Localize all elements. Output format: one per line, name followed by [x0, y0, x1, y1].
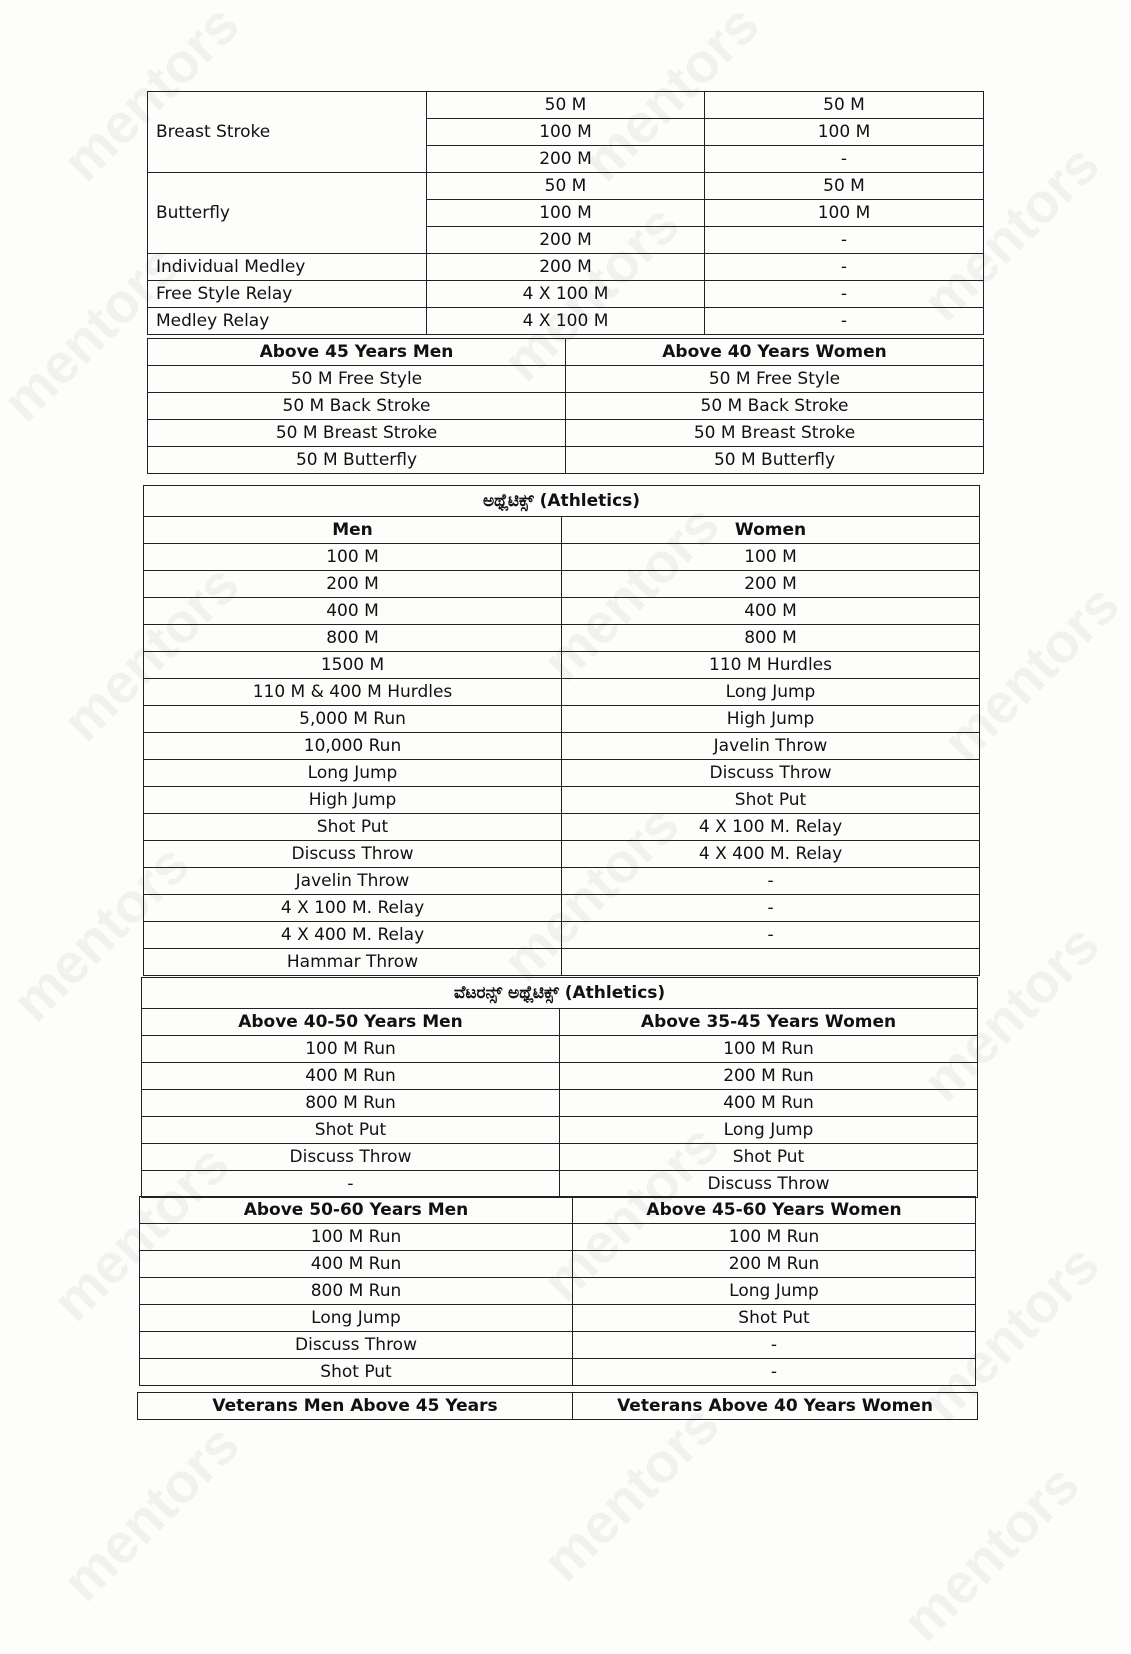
women-event: 50 M Breast Stroke	[566, 420, 984, 447]
table-row	[144, 571, 980, 598]
men-event: 4 X 400 M. Relay	[144, 922, 562, 949]
women-distance: 50 M	[705, 92, 984, 119]
veterans-women-header: Veterans Above 40 Years Women	[573, 1393, 978, 1420]
women-event: Shot Put	[562, 787, 980, 814]
women-event: -	[562, 895, 980, 922]
women-event: 200 M Run	[573, 1251, 976, 1278]
men-event: 4 X 100 M. Relay	[144, 895, 562, 922]
women-event: 400 M Run	[560, 1090, 978, 1117]
table-header-row	[144, 517, 980, 544]
table-row	[144, 625, 980, 652]
men-event: Long Jump	[140, 1305, 573, 1332]
men-distance: 100 M	[427, 200, 705, 227]
table-row	[144, 841, 980, 868]
swimming-events-table	[147, 91, 984, 335]
table-header-row	[140, 1197, 976, 1224]
table-title-row	[144, 486, 980, 517]
women-event: 400 M	[562, 598, 980, 625]
women-event: 50 M Butterfly	[566, 447, 984, 474]
table-row	[144, 679, 980, 706]
table-title-row	[142, 978, 978, 1009]
women-event: -	[562, 922, 980, 949]
men-event: Shot Put	[140, 1359, 573, 1386]
men-distance: 50 M	[427, 173, 705, 200]
swimming-veterans-table	[147, 338, 984, 474]
women-event: -	[562, 868, 980, 895]
men-event: 800 M Run	[142, 1090, 560, 1117]
women-event: -	[573, 1332, 976, 1359]
men-column-header: Above 45 Years Men	[148, 339, 566, 366]
men-event: 50 M Back Stroke	[148, 393, 566, 420]
women-distance: -	[705, 254, 984, 281]
men-event: 5,000 M Run	[144, 706, 562, 733]
table-header-row	[142, 1009, 978, 1036]
men-event: Discuss Throw	[140, 1332, 573, 1359]
table-row	[144, 544, 980, 571]
table-row	[142, 1171, 978, 1198]
table-row	[144, 652, 980, 679]
stroke-name: Butterfly	[148, 173, 427, 254]
men-event: 110 M & 400 M Hurdles	[144, 679, 562, 706]
table-row	[148, 393, 984, 420]
athletics-title: ಅಥ್ಲೆಟಿಕ್ಸ್ (Athletics)	[144, 486, 980, 517]
men-event: 800 M Run	[140, 1278, 573, 1305]
women-event: 200 M Run	[560, 1063, 978, 1090]
women-column-header: Above 40 Years Women	[566, 339, 984, 366]
women-distance: -	[705, 308, 984, 335]
men-event: 50 M Breast Stroke	[148, 420, 566, 447]
women-event: 50 M Back Stroke	[566, 393, 984, 420]
table-row	[142, 1117, 978, 1144]
table-row	[144, 733, 980, 760]
table-row	[142, 1036, 978, 1063]
men-column-header: Above 40-50 Years Men	[142, 1009, 560, 1036]
table-row	[140, 1332, 976, 1359]
women-event: 100 M Run	[560, 1036, 978, 1063]
men-event: High Jump	[144, 787, 562, 814]
women-event: 100 M Run	[573, 1224, 976, 1251]
women-event: High Jump	[562, 706, 980, 733]
veteran-athletics-title: ವೆಟರನ್ಸ್ ಅಥ್ಲೆಟಿಕ್ಸ್ (Athletics)	[142, 978, 978, 1009]
men-column-header: Men	[144, 517, 562, 544]
women-event: Javelin Throw	[562, 733, 980, 760]
veteran-athletics-50-60-table	[139, 1196, 976, 1386]
women-distance: 50 M	[705, 173, 984, 200]
table-row	[144, 949, 980, 976]
table-row	[148, 281, 984, 308]
watermark-text	[529, 1391, 731, 1593]
women-event: 200 M	[562, 571, 980, 598]
table-row	[148, 420, 984, 447]
women-event: Long Jump	[573, 1278, 976, 1305]
table-row	[142, 1144, 978, 1171]
men-distance: 200 M	[427, 254, 705, 281]
table-row	[148, 447, 984, 474]
women-event: 800 M	[562, 625, 980, 652]
women-event: Discuss Throw	[560, 1171, 978, 1198]
veteran-athletics-table	[141, 977, 978, 1198]
table-row	[144, 787, 980, 814]
event-name: Medley Relay	[148, 308, 427, 335]
men-event: 1500 M	[144, 652, 562, 679]
table-row	[140, 1224, 976, 1251]
men-distance: 200 M	[427, 146, 705, 173]
watermark-text	[889, 1451, 1091, 1653]
women-column-header: Above 45-60 Years Women	[573, 1197, 976, 1224]
women-event: -	[573, 1359, 976, 1386]
women-distance: -	[705, 281, 984, 308]
women-event: Shot Put	[560, 1144, 978, 1171]
women-distance: -	[705, 227, 984, 254]
event-name: Free Style Relay	[148, 281, 427, 308]
women-event: 110 M Hurdles	[562, 652, 980, 679]
table-row	[140, 1359, 976, 1386]
table-row	[140, 1278, 976, 1305]
men-distance: 50 M	[427, 92, 705, 119]
men-event: 800 M	[144, 625, 562, 652]
table-row	[148, 173, 984, 200]
women-event	[562, 949, 980, 976]
women-distance: -	[705, 146, 984, 173]
women-event: Long Jump	[562, 679, 980, 706]
table-row	[144, 598, 980, 625]
table-row	[148, 254, 984, 281]
men-event: -	[142, 1171, 560, 1198]
men-event: Hammar Throw	[144, 949, 562, 976]
table-row	[148, 308, 984, 335]
women-distance: 100 M	[705, 119, 984, 146]
men-event: Discuss Throw	[144, 841, 562, 868]
table-row	[140, 1251, 976, 1278]
women-event: 100 M	[562, 544, 980, 571]
women-column-header: Women	[562, 517, 980, 544]
women-event: Discuss Throw	[562, 760, 980, 787]
women-event: 4 X 400 M. Relay	[562, 841, 980, 868]
men-event: Javelin Throw	[144, 868, 562, 895]
men-event: 10,000 Run	[144, 733, 562, 760]
men-event: 50 M Butterfly	[148, 447, 566, 474]
men-event: 200 M	[144, 571, 562, 598]
table-row	[144, 706, 980, 733]
men-event: 50 M Free Style	[148, 366, 566, 393]
stroke-name: Breast Stroke	[148, 92, 427, 173]
men-distance: 200 M	[427, 227, 705, 254]
table-row	[148, 92, 984, 119]
men-distance: 4 X 100 M	[427, 308, 705, 335]
veterans-footer-table	[137, 1392, 978, 1420]
table-row	[140, 1305, 976, 1332]
table-row	[144, 922, 980, 949]
watermark-text	[49, 1411, 251, 1613]
men-event: 400 M Run	[142, 1063, 560, 1090]
table-row	[142, 1063, 978, 1090]
women-event: 50 M Free Style	[566, 366, 984, 393]
table-row	[138, 1393, 978, 1420]
table-row	[142, 1090, 978, 1117]
men-event: 100 M Run	[142, 1036, 560, 1063]
men-event: Shot Put	[144, 814, 562, 841]
table-row	[144, 895, 980, 922]
table-row	[144, 760, 980, 787]
table-header-row	[148, 339, 984, 366]
women-distance: 100 M	[705, 200, 984, 227]
men-distance: 100 M	[427, 119, 705, 146]
women-event: 4 X 100 M. Relay	[562, 814, 980, 841]
veterans-men-header: Veterans Men Above 45 Years	[138, 1393, 573, 1420]
women-event: Long Jump	[560, 1117, 978, 1144]
men-event: 400 M	[144, 598, 562, 625]
table-row	[144, 814, 980, 841]
men-event: Shot Put	[142, 1117, 560, 1144]
event-name: Individual Medley	[148, 254, 427, 281]
table-row	[144, 868, 980, 895]
men-distance: 4 X 100 M	[427, 281, 705, 308]
men-event: Discuss Throw	[142, 1144, 560, 1171]
men-event: 100 M Run	[140, 1224, 573, 1251]
men-event: 400 M Run	[140, 1251, 573, 1278]
table-row	[148, 366, 984, 393]
men-event: 100 M	[144, 544, 562, 571]
athletics-table	[143, 485, 980, 976]
women-event: Shot Put	[573, 1305, 976, 1332]
men-event: Long Jump	[144, 760, 562, 787]
women-column-header: Above 35-45 Years Women	[560, 1009, 978, 1036]
men-column-header: Above 50-60 Years Men	[140, 1197, 573, 1224]
